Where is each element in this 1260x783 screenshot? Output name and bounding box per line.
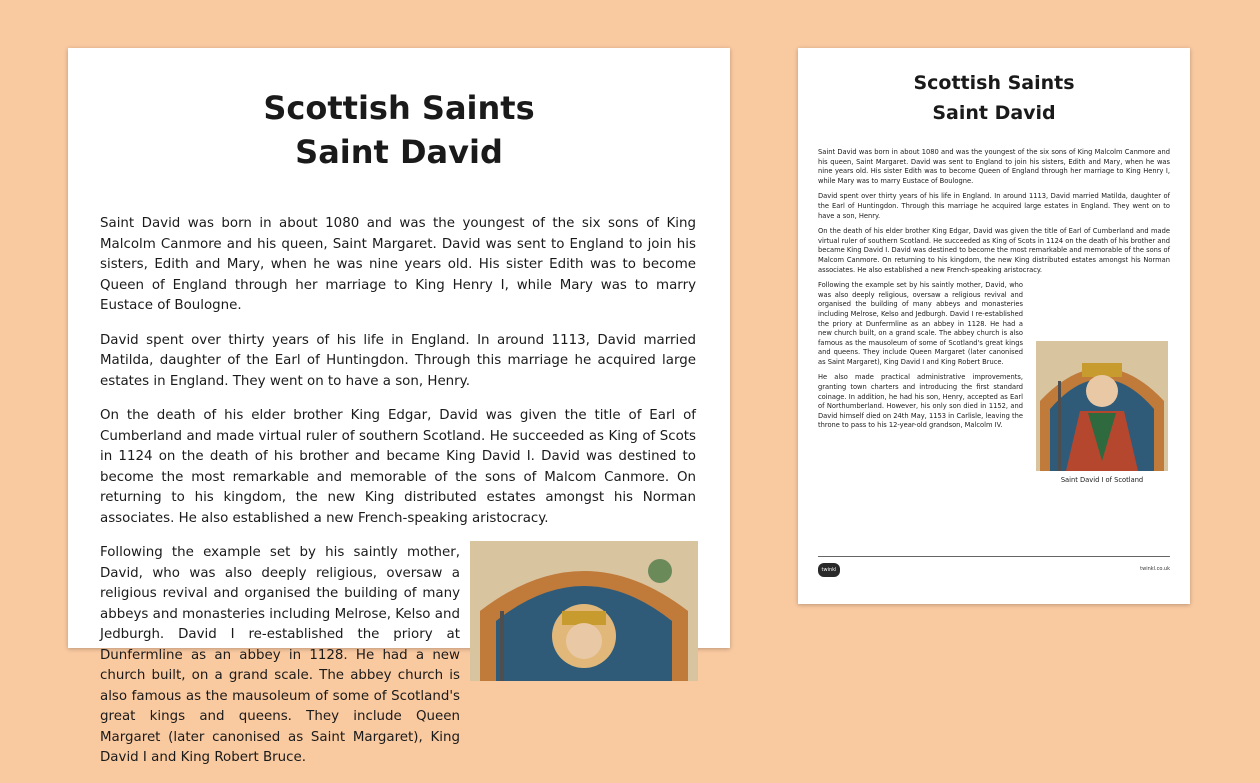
paragraph-2: David spent over thirty years of his life in England. In around 1113, David married Matilda, daughter of the Earl of Huntingdon. Through this marriage he acquired large estates in England. They went on to have a son, Henry. [100,332,696,389]
paragraph-2-small: David spent over thirty years of his life in England. In around 1113, David married Matilda, daughter of the Earl of Huntingdon. Through this marriage he acquired large estates in England. They went on to have a son, Henry. [818,192,1170,220]
paragraph-1-small: Saint David was born in about 1080 and was the youngest of the six sons of King Malcolm Canmore and his queen, Saint Margaret. David was sent to England to join his sisters, Edith and Mary, when he was nine years old. His sister Edith was to become Queen of England through her marriage to King Henry I, while Mary was to marry Eustace of Boulogne. [818,148,1170,185]
saint-david-illustration-small [1036,341,1168,471]
worksheet-page-small [798,48,1190,604]
article-body [100,214,696,783]
page-title-small [798,68,1190,128]
paragraph-4: Following the example set by his saintly mother, David, who was also deeply religious, oversaw a religious revival and organised the building of many abbeys and monasteries including Melrose, Kelso and Jedburgh. David I re-established the priory at Dunfermline as an abbey in 1128. He had a new church built, on a grand scale. The abbey church is also famous as the mausoleum of some of Scotland's great kings and queens. They include Queen Margaret (later canonised as Saint Margaret), King David I and King Robert Bruce. [100,545,460,765]
paragraph-3-small: On the death of his elder brother King Edgar, David was given the title of Earl of Cumberland and made virtual ruler of southern Scotland. He succeeded as King of Scots in 1124 on the death of his brother and became King David I. David was destined to become the most remarkable and memorable of the sons of Malcom Canmore. On returning to his kingdom, the new King distributed estates amongst his Norman associates. He also established a new French-speaking aristocracy. [818,227,1170,274]
paragraph-4-small: Following the example set by his saintly mother, David, who was also deeply religious, oversaw a religious revival and organised the building of many abbeys and monasteries including Melrose, Kelso and Jedburgh. David I re-established the priory at Dunfermline as an abbey in 1128. He had a new church built, on a grand scale. The abbey church is also famous as the mausoleum of some of Scotland's great kings and queens. They include Queen Margaret (later canonised as Saint Margaret), King David I and King Robert Bruce. [818,281,1023,366]
page-title [68,86,730,174]
image-caption: Saint David I of Scotland [1060,476,1144,484]
title-line-2: Saint David [295,133,503,171]
footer-divider [818,556,1170,557]
footer-url: twinkl.co.uk [1140,566,1170,572]
twinkl-logo: twinkl [818,563,840,577]
paragraph-3: On the death of his elder brother King Edgar, David was given the title of Earl of Cumberland and made virtual ruler of southern Scotland. He succeeded as King of Scots in 1124 on the death of his brother and became King David I. David was destined to become the most remarkable and memorable of the sons of Malcom Canmore. On returning to his kingdom, the new King distributed estates amongst his Norman associates. He also established a new French-speaking aristocracy. [100,408,696,526]
paragraph-1: Saint David was born in about 1080 and was the youngest of the six sons of King Malcolm Canmore and his queen, Saint Margaret. David was sent to England to join his sisters, Edith and Mary, when he was nine years old. His sister Edith was to become Queen of England through her marriage to King Henry I, while Mary was to marry Eustace of Boulogne. [100,216,696,313]
title-line-1: Scottish Saints [263,89,535,127]
paragraph-5-small: He also made practical administrative improvements, granting town charters and introducing the first standard coinage. In addition, he had his son, Henry, accepted as Earl of Northumberland. However, his only son died in 1152, and David himself died on 24th May, 1153 in Carlisle, leaving the throne to pass to his 12-year-old grandson, Malcolm IV. [818,373,1023,430]
worksheet-page-large [68,48,730,765]
saint-david-illustration [470,541,698,681]
title-line-2-small: Saint David [932,102,1056,124]
title-line-1-small: Scottish Saints [913,72,1075,94]
